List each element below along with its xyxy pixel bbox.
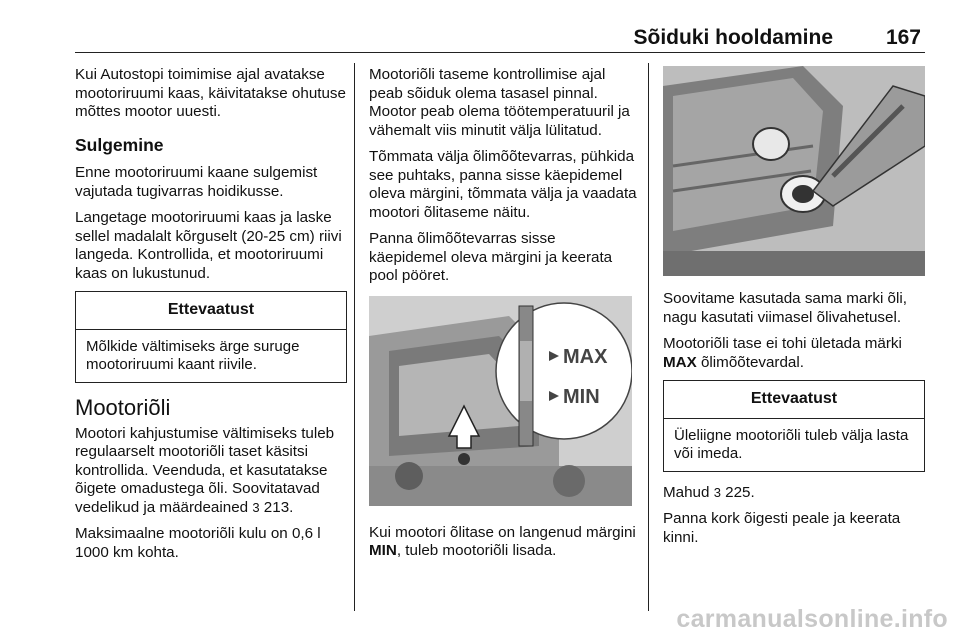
page-ref-link[interactable]: 213. xyxy=(263,498,294,516)
paragraph-dipstick-insert: Panna õlimõõtevarras sisse käepidemel oleva märgini ja keerata pool pööret. xyxy=(369,230,613,284)
oil-check-text: Mootori kahjustumise vältimiseks tuleb regulaarselt mootoriõli taset käsitsi kontrollida. Veenduda, et kasutatakse õigete omadustega õli. Soovitatavad vedelikud ja määrdeained xyxy=(75,424,335,516)
paragraph-level-check: Mootoriõli taseme kontrollimise ajal peab sõiduk olema tasasel pinnal. Mootor peab olema töötemperatuuril ja vähemalt viis minutit välja lülitatud. xyxy=(369,66,630,139)
column-middle xyxy=(369,66,637,569)
page-ref-icon: 3 xyxy=(713,484,721,500)
caution-title: Ettevaatust xyxy=(664,381,924,419)
oil-filler-illustration xyxy=(663,66,925,276)
dipstick-min-label: MIN xyxy=(563,385,600,408)
paragraph-dipstick-pull: Tõmmata välja õlimõõtevarras, pühkida see puhtaks, panna sisse käepidemel oleva märgini, tõmmata välja ja vaadata mootori õlitaseme näitu. xyxy=(369,148,637,221)
max-mark: MAX xyxy=(663,353,697,371)
engine-bay-illustration xyxy=(369,296,632,506)
watermark: carmanualsonline.info xyxy=(676,605,948,633)
paragraph-oil-check xyxy=(75,425,347,518)
paragraph-closing-2: Langetage mootoriruumi kaas ja laske sellel madalalt kõrguselt (20-25 cm) riivi langeda. Kontrollida, et mootoriruumi kaas on lukustunud. xyxy=(75,209,342,282)
page-number: 167 xyxy=(885,26,921,49)
caution-text: Üleliigne mootoriõli tuleb välja lasta või imeda. xyxy=(674,426,909,462)
paragraph-closing-1: Enne mootoriruumi kaane sulgemist vajutada tugivarras hoidikusse. xyxy=(75,164,318,200)
heading-closing: Sulgemine xyxy=(75,134,164,155)
caution-text: Mõlkide vältimiseks ärge suruge mootoriruumi kaant riivile. xyxy=(86,337,300,373)
oil-filler-figure xyxy=(663,66,925,276)
dipstick-max-label: MAX xyxy=(563,345,608,368)
column-right xyxy=(663,66,925,555)
dipstick-figure xyxy=(369,296,632,506)
paragraph-same-oil: Soovitame kasutada sama marki õli, nagu kasutati viimasel õlivahetusel. xyxy=(663,290,907,326)
column-divider-1 xyxy=(354,63,355,611)
column-divider-2 xyxy=(648,63,649,611)
paragraph-min-level: Kui mootori õlitase on langenud märgini MIN, tuleb mootoriõli lisada. xyxy=(369,523,636,559)
paragraph-oil-consumption: Maksimaalne mootoriõli kulu on 0,6 l 1000 km kohta. xyxy=(75,525,321,561)
paragraph-autostop: Kui Autostopi toimimise ajal avatakse mootoriruumi kaas, käivitatakse ohutuse mõttes mootor uuesti. xyxy=(75,66,346,120)
paragraph-cap-close: Panna kork õigesti peale ja keerata kinni. xyxy=(663,510,901,546)
paragraph-max-level: Mootoriõli tase ei tohi ületada märki MAX õlimõõtevardal. xyxy=(663,335,902,371)
caution-box-oil xyxy=(663,380,925,472)
min-mark: MIN xyxy=(369,542,397,559)
caution-box-hood xyxy=(75,291,347,383)
caution-title: Ettevaatust xyxy=(76,292,346,330)
heading-engine-oil: Mootoriõli xyxy=(75,394,171,420)
paragraph-capacities: Mahud 3 225. xyxy=(663,483,755,501)
section-title: Sõiduki hooldamine xyxy=(633,26,833,49)
column-left xyxy=(75,66,347,570)
page-header xyxy=(75,0,925,53)
page-ref-link[interactable]: 225. xyxy=(725,483,755,501)
page-ref-icon: 3 xyxy=(252,499,260,515)
